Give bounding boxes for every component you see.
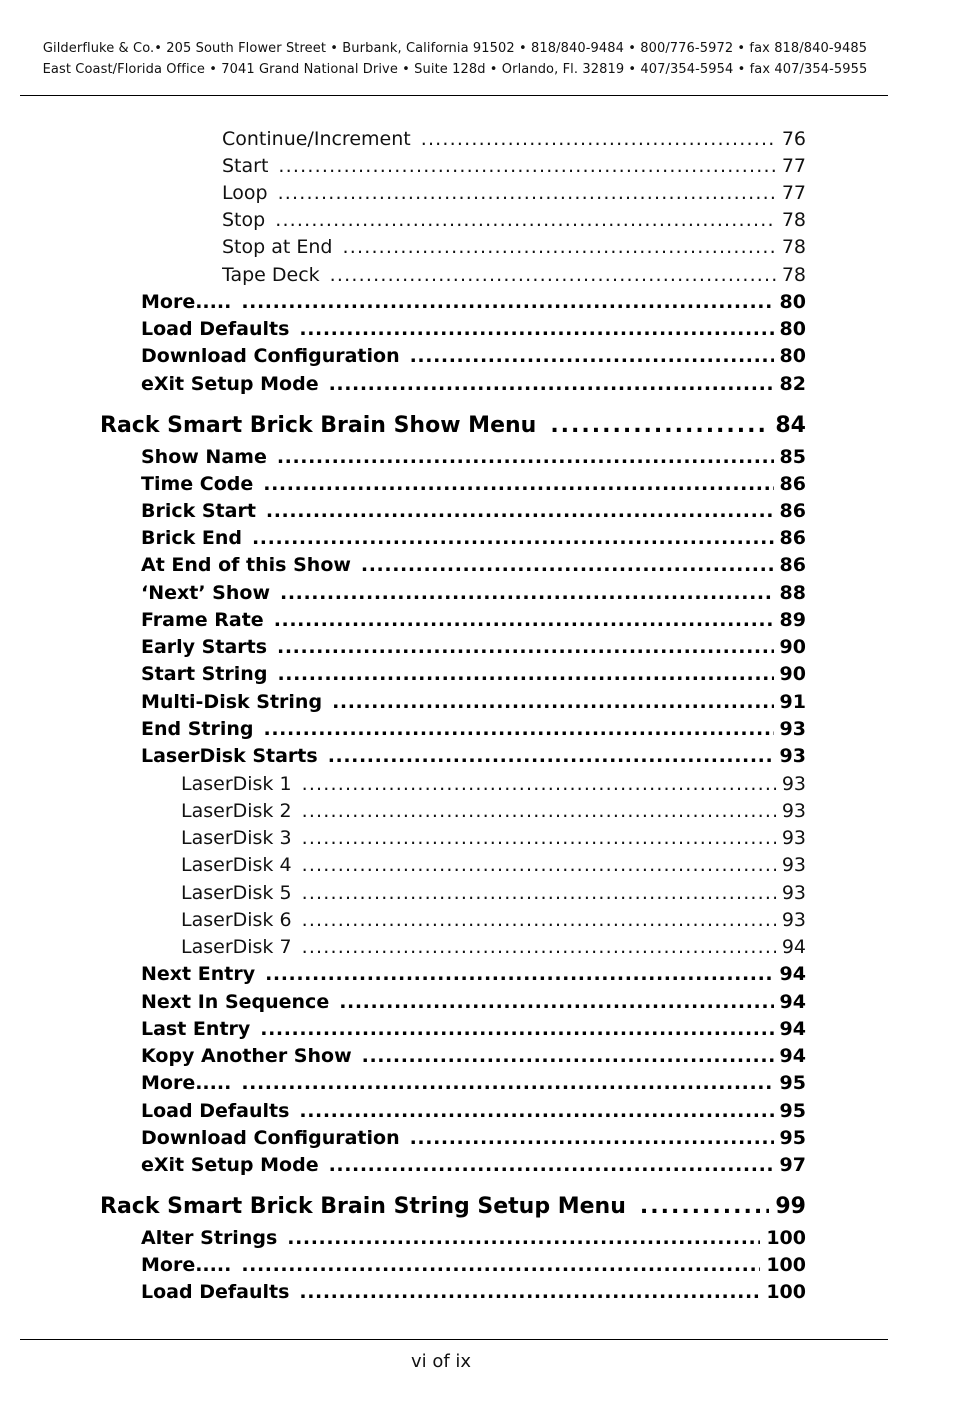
toc-entry[interactable]: [141, 446, 806, 472]
toc-entry-page-number: 93: [781, 827, 806, 849]
toc-entry[interactable]: [141, 1018, 806, 1044]
toc-entry-page-number: 80: [779, 345, 806, 367]
toc-entry[interactable]: [141, 291, 806, 317]
toc-entry[interactable]: [141, 991, 806, 1017]
toc-entry-label: Load Defaults: [141, 1100, 290, 1122]
toc-entry[interactable]: [141, 663, 806, 689]
toc-entry[interactable]: [181, 854, 806, 880]
toc-entry-page-number: 77: [781, 182, 806, 204]
toc-entry[interactable]: [141, 718, 806, 744]
toc-entry[interactable]: [141, 745, 806, 771]
toc-entry-label: Frame Rate: [141, 609, 264, 631]
toc-entry-page-number: 93: [781, 854, 806, 876]
toc-dot-leader: [277, 663, 773, 685]
toc-dot-leader: [329, 1154, 774, 1176]
toc-entry-page-number: 91: [779, 691, 806, 713]
toc-entry-page-number: 93: [781, 773, 806, 795]
toc-entry-label: eXit Setup Mode: [141, 1154, 319, 1176]
toc-dot-leader: [361, 554, 774, 576]
toc-entry[interactable]: [181, 882, 806, 908]
toc-dot-leader: [342, 236, 775, 258]
toc-entry-page-number: 93: [779, 718, 806, 740]
toc-entry-page-number: 86: [779, 554, 806, 576]
toc-entry-page-number: 95: [779, 1072, 806, 1094]
page-number: vi of ix: [410, 1351, 472, 1372]
toc-entry-label: End String: [141, 718, 254, 740]
toc-entry-label: Start String: [141, 663, 268, 685]
toc-entry[interactable]: [181, 909, 806, 935]
toc-dot-leader: [265, 963, 773, 985]
toc-entry[interactable]: [141, 1072, 806, 1098]
toc-entry-page-number: 90: [779, 663, 806, 685]
toc-entry[interactable]: [141, 527, 806, 553]
toc-entry-page-number: 76: [781, 128, 806, 150]
footer-rule: [20, 1339, 888, 1340]
toc-entry-label: Stop at End: [222, 236, 333, 258]
toc-entry-label: Load Defaults: [141, 318, 290, 340]
toc-entry[interactable]: [141, 963, 806, 989]
toc-entry-page-number: 100: [766, 1227, 806, 1249]
toc-entry-label: At End of this Show: [141, 554, 351, 576]
toc-dot-leader: [550, 413, 769, 438]
toc-entry-label: More.....: [141, 1254, 232, 1276]
toc-entry[interactable]: [141, 473, 806, 499]
toc-dot-leader: [275, 209, 776, 231]
toc-dot-leader: [328, 745, 774, 767]
toc-entry[interactable]: [141, 691, 806, 717]
toc-entry-label: LaserDisk 6: [181, 909, 292, 931]
toc-dot-leader: [421, 128, 776, 150]
toc-entry-label: ‘Next’ Show: [141, 582, 270, 604]
toc-dot-leader: [299, 1100, 773, 1122]
toc-entry[interactable]: [141, 1254, 806, 1280]
toc-entry-page-number: 84: [775, 413, 806, 438]
toc-entry[interactable]: [141, 1127, 806, 1153]
toc-dot-leader: [302, 800, 776, 822]
toc-entry-page-number: 78: [781, 209, 806, 231]
toc-entry-label: Rack Smart Brick Brain Show Menu: [100, 413, 537, 438]
toc-dot-leader: [302, 936, 776, 958]
toc-entry[interactable]: [141, 1100, 806, 1126]
toc-entry[interactable]: [141, 373, 806, 399]
toc-entry[interactable]: [141, 318, 806, 344]
toc-entry-page-number: 89: [779, 609, 806, 631]
toc-heading[interactable]: [100, 413, 806, 443]
toc-entry-label: LaserDisk 1: [181, 773, 292, 795]
toc-entry-label: Download Configuration: [141, 345, 400, 367]
toc-entry-label: Last Entry: [141, 1018, 251, 1040]
toc-entry-page-number: 86: [779, 500, 806, 522]
toc-entry-page-number: 86: [779, 473, 806, 495]
toc-dot-leader: [302, 773, 776, 795]
toc-dot-leader: [241, 1072, 773, 1094]
toc-entry-label: Brick Start: [141, 500, 256, 522]
toc-dot-leader: [329, 373, 774, 395]
toc-dot-leader: [278, 155, 775, 177]
toc-entry[interactable]: [141, 554, 806, 580]
toc-entry[interactable]: [181, 827, 806, 853]
toc-entry-label: eXit Setup Mode: [141, 373, 319, 395]
toc-dot-leader: [241, 291, 773, 313]
toc-dot-leader: [241, 1254, 760, 1276]
toc-entry-label: More.....: [141, 1072, 232, 1094]
toc-entry-page-number: 94: [781, 936, 806, 958]
toc-entry-page-number: 78: [781, 236, 806, 258]
toc-entry-label: Tape Deck: [222, 264, 320, 286]
toc-entry-label: LaserDisk 7: [181, 936, 292, 958]
toc-entry[interactable]: [141, 609, 806, 635]
toc-entry-label: Alter Strings: [141, 1227, 278, 1249]
toc-entry-page-number: 77: [781, 155, 806, 177]
toc-entry-label: Rack Smart Brick Brain String Setup Menu: [100, 1194, 626, 1219]
toc-entry[interactable]: [141, 582, 806, 608]
toc-dot-leader: [277, 446, 774, 468]
toc-entry-page-number: 85: [779, 446, 806, 468]
toc-entry-label: LaserDisk 3: [181, 827, 292, 849]
toc-dot-leader: [302, 854, 776, 876]
toc-entry[interactable]: [222, 236, 806, 262]
toc-dot-leader: [302, 909, 776, 931]
toc-entry-page-number: 99: [775, 1194, 806, 1219]
toc-entry-page-number: 93: [781, 909, 806, 931]
toc-entry-label: Early Starts: [141, 636, 268, 658]
toc-dot-leader: [299, 318, 773, 340]
toc-entry[interactable]: [181, 773, 806, 799]
toc-entry-label: Kopy Another Show: [141, 1045, 352, 1067]
toc-entry-label: LaserDisk 5: [181, 882, 292, 904]
toc-entry-label: Next In Sequence: [141, 991, 330, 1013]
toc-entry-label: LaserDisk 2: [181, 800, 292, 822]
toc-dot-leader: [278, 182, 776, 204]
toc-entry[interactable]: [181, 936, 806, 962]
toc-entry-label: More.....: [141, 291, 232, 313]
toc-entry[interactable]: [181, 800, 806, 826]
toc-dot-leader: [362, 1045, 774, 1067]
toc-entry-label: Time Code: [141, 473, 254, 495]
toc-entry[interactable]: [222, 128, 806, 154]
toc-entry-label: Loop: [222, 182, 268, 204]
toc-entry-page-number: 94: [779, 963, 806, 985]
toc-dot-leader: [264, 718, 774, 740]
toc-entry-page-number: 90: [779, 636, 806, 658]
toc-entry-page-number: 95: [779, 1100, 806, 1122]
toc-dot-leader: [640, 1194, 769, 1219]
toc-entry[interactable]: [141, 1227, 806, 1253]
toc-entry-label: Next Entry: [141, 963, 256, 985]
toc-dot-leader: [410, 1127, 774, 1149]
toc-dot-leader: [252, 527, 774, 549]
toc-entry-page-number: 93: [779, 745, 806, 767]
letterhead-line-east-coast-office: East Coast/Florida Office • 7041 Grand National Drive • Suite 128d • Orlando, Fl. 32819 • 407/354-5954 • fax 407/354-5955: [42, 62, 868, 77]
toc-dot-leader: [280, 582, 774, 604]
toc-entry[interactable]: [141, 500, 806, 526]
toc-dot-leader: [330, 264, 776, 286]
toc-entry-page-number: 95: [779, 1127, 806, 1149]
toc-entry[interactable]: [141, 636, 806, 662]
toc-entry-page-number: 80: [779, 318, 806, 340]
toc-entry-label: Start: [222, 155, 269, 177]
toc-entry-page-number: 93: [781, 882, 806, 904]
toc-heading[interactable]: [100, 1194, 806, 1224]
toc-entry-page-number: 100: [766, 1254, 806, 1276]
toc-entry-page-number: 78: [781, 264, 806, 286]
toc-dot-leader: [339, 991, 773, 1013]
toc-entry[interactable]: [222, 155, 806, 181]
toc-entry-page-number: 100: [766, 1281, 806, 1303]
toc-entry[interactable]: [222, 264, 806, 290]
toc-entry[interactable]: [222, 182, 806, 208]
toc-dot-leader: [410, 345, 774, 367]
toc-dot-leader: [302, 827, 776, 849]
toc-entry-page-number: 82: [779, 373, 806, 395]
letterhead-line-main-office: Gilderfluke & Co.• 205 South Flower Street • Burbank, California 91502 • 818/840-9484 • 800/776-5972 • fax 818/840-9485: [42, 41, 868, 56]
toc-dot-leader: [266, 500, 774, 522]
toc-entry-label: Load Defaults: [141, 1281, 290, 1303]
toc-entry[interactable]: [141, 345, 806, 371]
toc-dot-leader: [332, 691, 773, 713]
toc-entry[interactable]: [141, 1154, 806, 1180]
toc-entry-label: Stop: [222, 209, 266, 231]
toc-entry-page-number: 93: [781, 800, 806, 822]
toc-entry-label: Continue/Increment: [222, 128, 411, 150]
toc-dot-leader: [274, 609, 774, 631]
toc-entry[interactable]: [141, 1281, 806, 1307]
toc-entry[interactable]: [222, 209, 806, 235]
toc-dot-leader: [277, 636, 774, 658]
toc-entry-label: Download Configuration: [141, 1127, 400, 1149]
toc-dot-leader: [302, 882, 776, 904]
toc-entry-page-number: 97: [779, 1154, 806, 1176]
toc-dot-leader: [260, 1018, 773, 1040]
toc-entry-label: Brick End: [141, 527, 242, 549]
toc-dot-leader: [299, 1281, 760, 1303]
toc-entry[interactable]: [141, 1045, 806, 1071]
toc-entry-page-number: 88: [779, 582, 806, 604]
toc-entry-label: Multi-Disk String: [141, 691, 323, 713]
toc-entry-page-number: 94: [779, 1045, 806, 1067]
toc-entry-label: Show Name: [141, 446, 267, 468]
toc-entry-page-number: 80: [779, 291, 806, 313]
toc-entry-page-number: 94: [779, 991, 806, 1013]
toc-entry-label: LaserDisk 4: [181, 854, 292, 876]
toc-dot-leader: [263, 473, 773, 495]
toc-entry-page-number: 86: [779, 527, 806, 549]
toc-dot-leader: [287, 1227, 760, 1249]
toc-entry-label: LaserDisk Starts: [141, 745, 318, 767]
toc-entry-page-number: 94: [779, 1018, 806, 1040]
